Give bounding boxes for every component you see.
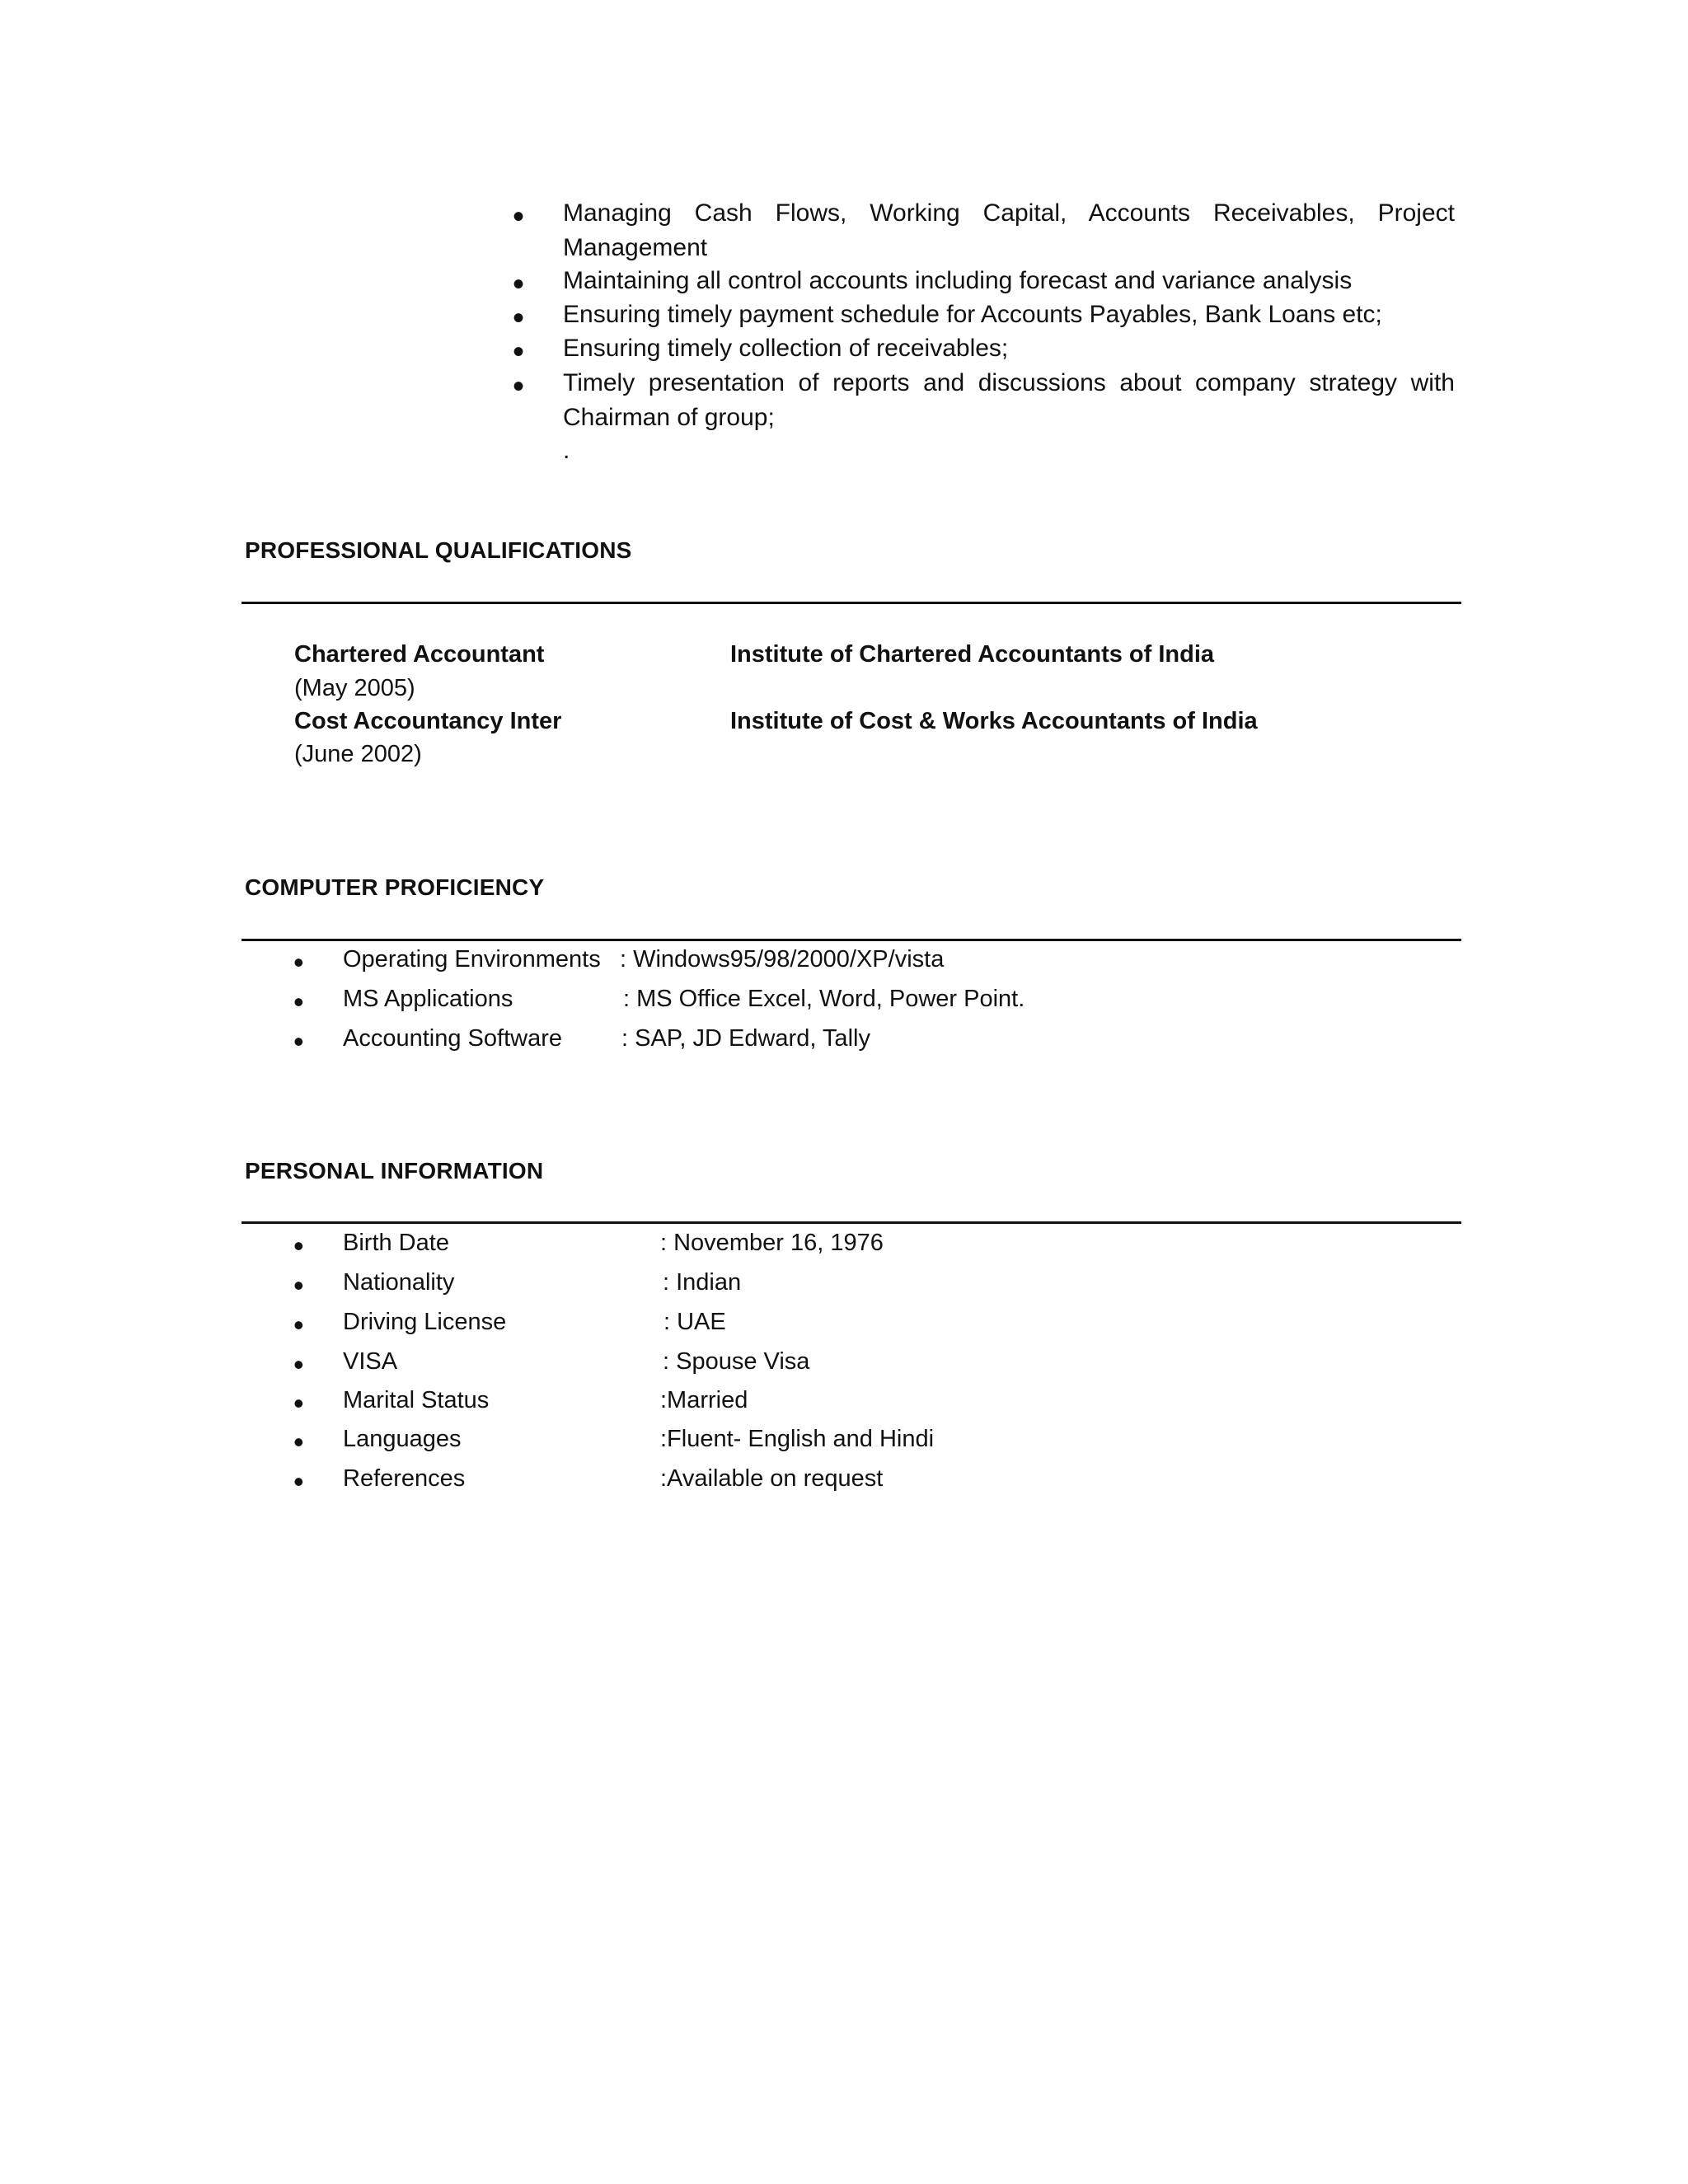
- duty-item: Ensuring timely payment schedule for Accounts Payables, Bank Loans etc;: [563, 301, 1382, 328]
- personal-value: :Available on request: [660, 1465, 884, 1492]
- personal-label: Birth Date: [343, 1230, 449, 1256]
- qualification-institute: Institute of Chartered Accountants of India: [730, 641, 1215, 668]
- personal-value: : November 16, 1976: [660, 1230, 884, 1256]
- personal-label: Driving License: [343, 1309, 507, 1335]
- section-divider: [241, 939, 1461, 941]
- bullet-icon: •: [513, 300, 525, 336]
- personal-label: VISA: [343, 1348, 398, 1375]
- bullet-icon: •: [513, 199, 525, 235]
- personal-value: : Spouse Visa: [663, 1348, 810, 1375]
- personal-value: :Married: [660, 1387, 748, 1413]
- computer-label: Operating Environments: [343, 946, 601, 972]
- personal-label: References: [343, 1465, 466, 1492]
- bullet-icon: •: [293, 1308, 304, 1342]
- qualification-institute: Institute of Cost & Works Accountants of India: [730, 708, 1258, 734]
- bullet-icon: •: [293, 945, 304, 979]
- qualification-date: (May 2005): [294, 675, 415, 701]
- personal-label: Languages: [343, 1426, 462, 1452]
- qualification-date: (June 2002): [294, 741, 422, 767]
- duty-item: Maintaining all control accounts including forecast and variance analysis: [563, 267, 1353, 294]
- section-divider: [241, 1221, 1461, 1224]
- section-title-qualifications: PROFESSIONAL QUALIFICATIONS: [245, 537, 632, 563]
- bullet-icon: •: [293, 1268, 304, 1302]
- computer-label: MS Applications: [343, 986, 513, 1012]
- bullet-icon: •: [513, 334, 525, 370]
- section-title-personal: PERSONAL INFORMATION: [245, 1158, 544, 1183]
- computer-value: : Windows95/98/2000/XP/vista: [620, 946, 945, 972]
- bullet-icon: •: [293, 1024, 304, 1058]
- duty-item: Timely presentation of reports and discussions about company strategy with: [563, 369, 1455, 396]
- qualification-name: Cost Accountancy Inter: [294, 708, 562, 734]
- bullet-icon: •: [293, 1465, 304, 1498]
- qualification-name: Chartered Accountant: [294, 641, 545, 668]
- section-divider: [241, 602, 1461, 604]
- personal-label: Nationality: [343, 1269, 455, 1296]
- bullet-icon: •: [513, 266, 525, 302]
- duty-item-continuation: Management: [563, 234, 708, 261]
- personal-value: : Indian: [663, 1269, 742, 1296]
- computer-value: : SAP, JD Edward, Tally: [621, 1025, 870, 1052]
- bullet-icon: •: [293, 1229, 304, 1263]
- computer-label: Accounting Software: [343, 1025, 562, 1052]
- duty-item: Managing Cash Flows, Working Capital, Accounts Receivables, Project: [563, 199, 1455, 227]
- computer-value: : MS Office Excel, Word, Power Point.: [623, 986, 1025, 1012]
- duty-item: Ensuring timely collection of receivables;: [563, 335, 1009, 362]
- personal-value: : UAE: [663, 1309, 726, 1335]
- duty-item-continuation: Chairman of group;: [563, 404, 775, 431]
- personal-value: :Fluent- English and Hindi: [660, 1426, 935, 1452]
- personal-label: Marital Status: [343, 1387, 490, 1413]
- section-title-computer: COMPUTER PROFICIENCY: [245, 874, 545, 900]
- duty-item-dot: .: [563, 437, 570, 464]
- bullet-icon: •: [293, 985, 304, 1019]
- bullet-icon: •: [293, 1347, 304, 1381]
- bullet-icon: •: [513, 368, 525, 405]
- bullet-icon: •: [293, 1425, 304, 1459]
- bullet-icon: •: [293, 1386, 304, 1420]
